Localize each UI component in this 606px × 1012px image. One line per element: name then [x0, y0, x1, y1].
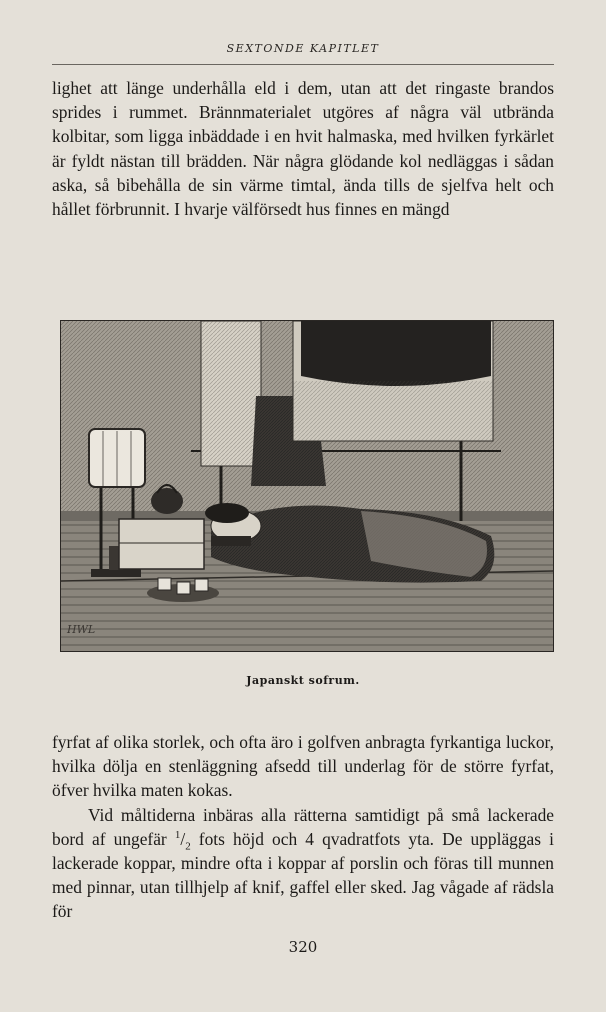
figure-caption: Japanskt sofrum.: [246, 674, 360, 687]
body-text-top: lighet att länge underhålla eld i dem, utan att det ringaste brandos sprides i rummet. Brännmaterialet utgöres af några väl utbrända kolbitar, som ligga inbäddade i en hvit halmaska, med hvilken fyrkärlet är fyldt nästan till brädden. När några glödande kol nedläggas i sådan aska, så bibehålla de sin värme timtal, ända tills de sjelfva helt och hållet förbrunnit. I hvarje välförsedt hus finnes en mängd: [52, 78, 554, 220]
body-text-bottom: fyrfat af olika storlek, och ofta äro i golfven anbragta fyrkantiga luckor, hvilka dölja en stenläggning afsedd till underlag för de större fyrfat, öfver hvilka maten kokas. Vid måltiderna inbäras alla rätterna samtidigt på små lackerade bord af ungefär $^1/_2$ fots höjd och 4 qvadratfots yta. De uppläggas i lackerade koppar, mindre ofta i koppar af porslin och föras till munnen med pinnar, utan tillhjelp af knif, gaffel eller sked. Jag vågade af rädsla för: [52, 732, 554, 922]
engraver-signature: HWL: [67, 623, 96, 636]
paragraph-2-part-2: fots höjd och 4 qvadratfots yta. De uppläggas i lackerade koppar, mindre ofta i koppar af porslin och föras till munnen med pinnar, utan tillhjelp af knif, gaffel eller sked. Jag vågade af rädsla för: [52, 828, 554, 922]
paragraph-2-part-1: Vid måltiderna inbäras alla rätterna samtidigt på små lackerade bord af ungefär: [52, 804, 554, 849]
fraction-denominator: 2: [185, 840, 191, 853]
running-header: SEXTONDE KAPITLET: [226, 42, 380, 55]
fraction-numerator: 1: [174, 829, 181, 842]
header-rule: [52, 64, 554, 65]
illustration-japanese-bedroom: [60, 320, 554, 652]
page-number: 320: [288, 938, 318, 956]
paragraph-1: fyrfat af olika storlek, och ofta äro i golfven anbragta fyrkantiga luckor, hvilka dölja en stenläggning afsedd till underlag för de större fyrfat, öfver hvilka maten kokas.: [52, 732, 554, 801]
bedroom-engraving: [61, 321, 553, 651]
